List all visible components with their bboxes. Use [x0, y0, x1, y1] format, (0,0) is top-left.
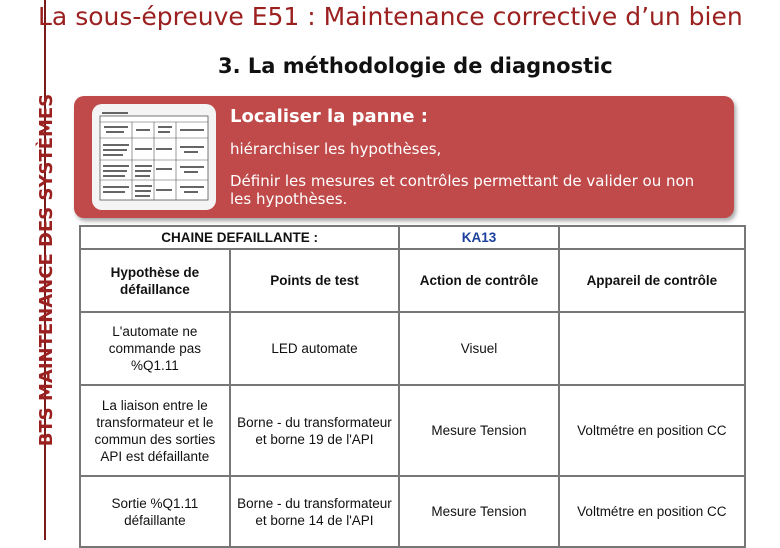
table-cell: L'automate ne commande pas %Q1.11: [80, 312, 230, 385]
table-header-row: [80, 226, 745, 249]
table-cell: Sortie %Q1.11 défaillante: [80, 476, 230, 547]
panel-line-1: hiérarchiser les hypothèses,: [230, 140, 442, 158]
chain-code: KA13: [399, 226, 558, 249]
column-header: Appareil de contrôle: [559, 249, 745, 312]
table-row: [80, 476, 745, 547]
table-thumbnail-image: [92, 104, 216, 210]
section-title: 3. La méthodologie de diagnostic: [218, 54, 613, 78]
column-header: Action de contrôle: [399, 249, 558, 312]
table-cell: Borne - du transformateur et borne 14 de l'API: [230, 476, 400, 547]
sidebar-label: BTS MAINTENANCE DES SYSTÈMES: [36, 93, 57, 447]
table-row: [80, 312, 745, 385]
table-thumbnail-graphic: [92, 104, 216, 210]
panel-line-2: Définir les mesures et contrôles permettant de valider ou non les hypothèses.: [230, 172, 695, 208]
table-cell: Mesure Tension: [399, 476, 558, 547]
panel-title: Localiser la panne :: [230, 106, 428, 127]
table-row: [80, 385, 745, 476]
chain-label: CHAINE DEFAILLANTE :: [80, 226, 399, 249]
page-title: La sous-épreuve E51 : Maintenance corrective d’un bien: [38, 2, 743, 31]
table-cell: Voltmétre en position CC: [559, 476, 745, 547]
column-header-row: [80, 249, 745, 312]
column-header: Points de test: [230, 249, 400, 312]
column-header: Hypothèse de défaillance: [80, 249, 230, 312]
table-cell: [559, 312, 745, 385]
table-cell: Visuel: [399, 312, 558, 385]
table-cell: Voltmétre en position CC: [559, 385, 745, 476]
table-cell: La liaison entre le transformateur et le commun des sorties API est défaillante: [80, 385, 230, 476]
table-cell: Borne - du transformateur et borne 19 de l'API: [230, 385, 400, 476]
table-cell: LED automate: [230, 312, 400, 385]
empty-header-cell: [559, 226, 745, 249]
diagnostic-table: [79, 225, 746, 548]
info-panel: [74, 96, 734, 218]
table-cell: Mesure Tension: [399, 385, 558, 476]
